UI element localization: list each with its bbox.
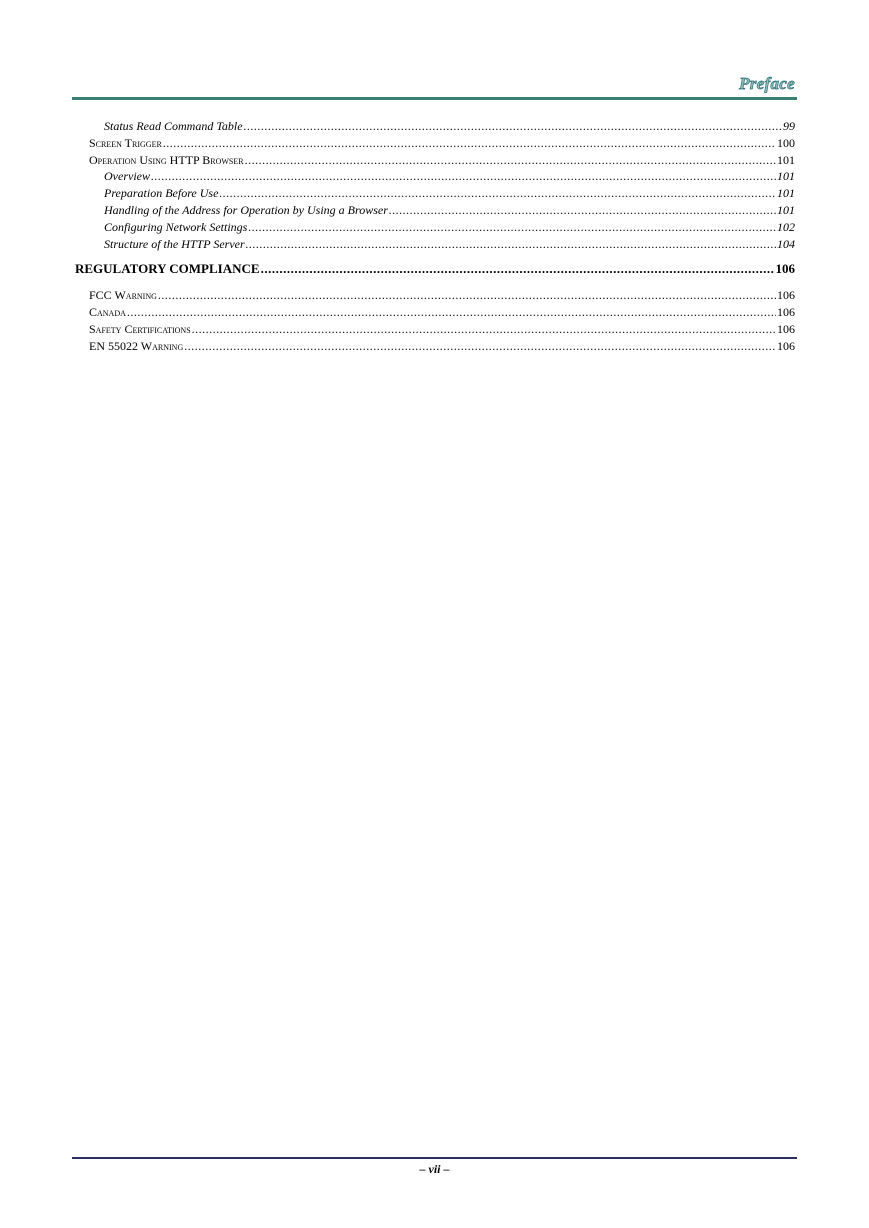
toc-entry[interactable] <box>104 219 795 235</box>
toc-leader-dots <box>219 185 776 201</box>
toc-entry[interactable] <box>104 185 795 201</box>
toc-entry[interactable] <box>89 338 795 354</box>
toc-entry[interactable] <box>89 152 795 168</box>
toc-entry-page: 101 <box>777 203 795 217</box>
toc-entry-page: 99 <box>783 119 795 133</box>
toc-leader-dots <box>245 152 776 168</box>
footer-rule <box>72 1157 797 1159</box>
toc-entry-page: 102 <box>777 220 795 234</box>
toc-entry-title: Screen Trigger <box>89 136 162 150</box>
toc-entry[interactable] <box>89 135 795 151</box>
toc-leader-dots <box>151 168 776 184</box>
toc-entry-title: Safety Certifications <box>89 322 191 336</box>
toc-entry[interactable] <box>104 202 795 218</box>
toc-entry-title: Structure of the HTTP Server <box>104 237 245 251</box>
toc-entry-page: 101 <box>777 169 795 183</box>
toc-entry[interactable] <box>104 118 795 134</box>
toc-entry-page: 106 <box>777 305 795 319</box>
toc-entry-title: REGULATORY COMPLIANCE <box>75 261 260 276</box>
header-rule <box>72 97 797 100</box>
toc-leader-dots <box>261 261 775 277</box>
toc-entry-title: Canada <box>89 305 126 319</box>
toc-entry-page: 106 <box>777 322 795 336</box>
toc-leader-dots <box>244 118 782 134</box>
toc-leader-dots <box>127 304 776 320</box>
toc-entry[interactable] <box>89 321 795 337</box>
toc-entry-title: Status Read Command Table <box>104 119 243 133</box>
toc-entry-page: 101 <box>777 186 795 200</box>
footer-page-number: – vii – <box>419 1162 450 1176</box>
toc-entry-page: 106 <box>777 288 795 302</box>
toc-entry-title: Operation Using HTTP Browser <box>89 153 244 167</box>
toc-entry[interactable] <box>89 304 795 320</box>
toc-entry-page: 101 <box>777 153 795 167</box>
toc-entry-page: 104 <box>777 237 795 251</box>
toc-entry-page: 106 <box>777 339 795 353</box>
toc-entry-title: Configuring Network Settings <box>104 220 248 234</box>
toc-entry[interactable] <box>89 287 795 303</box>
toc-entry-chapter[interactable] <box>75 261 795 277</box>
toc-leader-dots <box>158 287 776 303</box>
toc-leader-dots <box>192 321 776 337</box>
toc-entry-title: Handling of the Address for Operation by Using a Browser <box>104 203 388 217</box>
toc-entry[interactable] <box>104 236 795 252</box>
running-header-title: Preface <box>739 74 795 93</box>
toc-leader-dots <box>246 236 776 252</box>
toc-entry[interactable] <box>104 168 795 184</box>
toc-entry-title: EN 55022 Warning <box>89 339 184 353</box>
toc-entry-page: 100 <box>777 136 795 150</box>
toc-entry-title: Overview <box>104 169 150 183</box>
toc-entry-page: 106 <box>775 261 795 276</box>
toc-leader-dots <box>389 202 776 218</box>
toc-entry-title: FCC Warning <box>89 288 157 302</box>
toc-entry-title: Preparation Before Use <box>104 186 219 200</box>
toc-leader-dots <box>248 219 776 235</box>
toc-leader-dots <box>184 338 776 354</box>
toc-leader-dots <box>163 135 776 151</box>
